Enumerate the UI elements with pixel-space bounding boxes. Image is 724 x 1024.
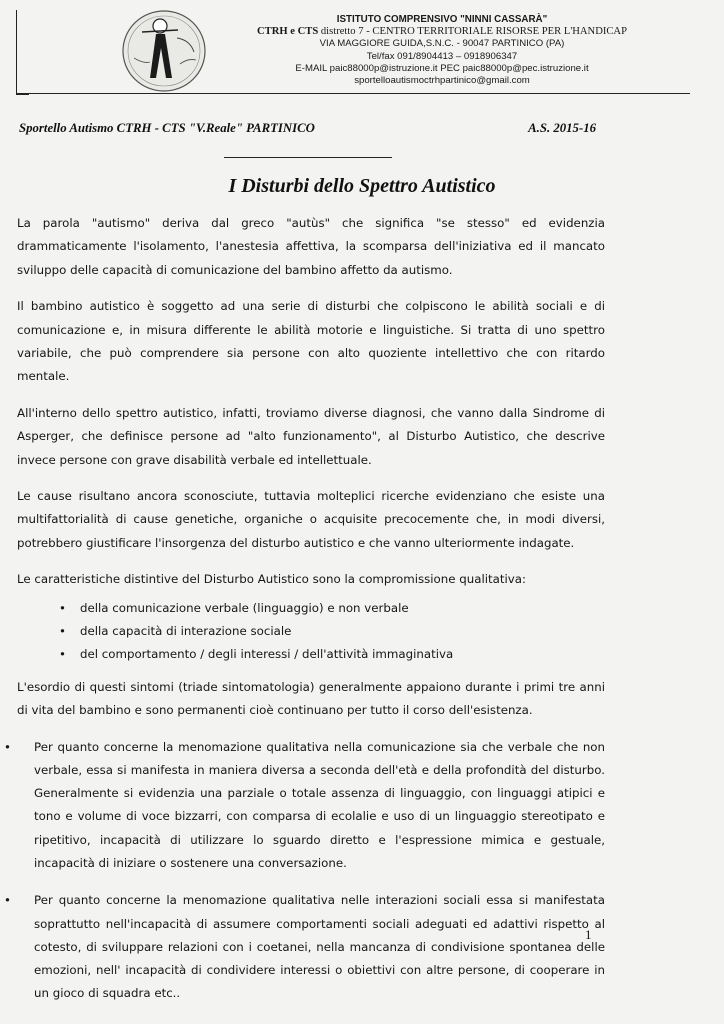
list-item-text: della comunicazione verbale (linguaggio) e non verbale bbox=[80, 600, 409, 615]
paragraph-onset: L'esordio di questi sintomi (triade sintomatologia) generalmente appaiono durante i primi tre anni di vita del bambino e sono permanenti cioè continuano per tutto il corso dell'esistenza. bbox=[17, 679, 605, 718]
list-item-text: del comportamento / degli interessi / dell'attività immaginativa bbox=[80, 646, 454, 661]
list-item-text: della capacità di interazione sociale bbox=[80, 623, 292, 638]
email-line: E-MAIL paic88000p@istruzione.it PEC paic88000p@pec.istruzione.it bbox=[295, 62, 589, 74]
header-frame bbox=[16, 10, 29, 95]
header-divider bbox=[16, 93, 690, 94]
ctrh-description: distretto 7 - CENTRO TERRITORIALE RISORSE PER L'HANDICAP bbox=[318, 26, 627, 38]
list-item bbox=[17, 643, 605, 666]
paragraph-characteristics: Le caratteristiche distintive del Disturbo Autistico sono la compromissione qualitativa: bbox=[17, 572, 526, 587]
school-emblem-icon bbox=[120, 8, 208, 94]
bullet-icon: • bbox=[59, 600, 66, 615]
detail-item-text: Per quanto concerne la menomazione qualitativa nelle interazioni sociali essa si manifestata soprattutto nell'incapacità di assumere comportamenti sociali adeguati ed adattivi rispetto al cotesto, di sviluppare relazioni con i coetanei, nella mancanza di condivisione spontanea delle emozioni, nell' incapacità di condividere interessi o obiettivi con altre persone, di cooperare in un gioco di squadra etc.. bbox=[34, 893, 605, 1001]
bullet-icon: • bbox=[59, 623, 66, 638]
ctrh-line bbox=[212, 26, 672, 38]
detail-item-communication bbox=[4, 736, 605, 876]
title-separator bbox=[224, 157, 392, 158]
document-title: I Disturbi dello Spettro Autistico bbox=[228, 175, 496, 197]
document-body bbox=[4, 212, 605, 1020]
phone-line: Tel/fax 091/8904413 – 0918906347 bbox=[366, 50, 518, 62]
characteristics-list bbox=[17, 597, 605, 666]
list-item bbox=[17, 597, 605, 620]
paragraph-causes: Le cause risultano ancora sconosciute, tuttavia molteplici ricerche evidenziano che esiste una multifattorialità di cause genetiche, organiche o acquisite precocemente che, in modi diversi, potrebbero giustificare l'insorgenza del disturbo autistico e che vanno ulteriormente indagate. bbox=[17, 489, 605, 550]
paragraph-diagnoses: All'interno dello spettro autistico, infatti, troviamo diverse diagnosi, che vanno dalla Sindrome di Asperger, che definisce persone ad "alto funzionamento", al Disturbo Autistico, che descrive invece persone con grave disabilità verbale ed intellettuale. bbox=[17, 405, 605, 467]
detail-item-text: Per quanto concerne la menomazione qualitativa nella comunicazione sia che verbale che non verbale, essa si manifesta in maniera diversa a seconda dell'età e della profondità del disturbo. Generalmente si evidenzia una parziale o totale assenza di linguaggio, con linguaggi atipici e tono e volume di voce bizzarri, con comparsa di ecolalie e uso di un linguaggio stereotipato e ripetitivo, incapacità di utilizzare lo sguardo diretto e l'espressione mimica e gestuale, incapacità di iniziare o sostenere una conversazione. bbox=[34, 739, 605, 870]
list-item bbox=[17, 620, 605, 643]
bullet-icon: • bbox=[59, 646, 66, 661]
institution-info bbox=[212, 14, 672, 87]
letterhead bbox=[16, 6, 690, 94]
paragraph-description: Il bambino autistico è soggetto ad una serie di disturbi che colpiscono le abilità sociali e di comunicazione e, in misura differente le abilità motorie e linguistiche. Si tratta di uno spettro variabile, che può comprendere sia persone con alto quoziente intellettivo che con ritardo mentale. bbox=[17, 299, 605, 384]
email-secondary-line: sportelloautismoctrhpartinico@gmail.com bbox=[354, 75, 530, 87]
bullet-icon: • bbox=[4, 893, 11, 908]
page-number: 1 bbox=[585, 927, 592, 942]
paragraph-etymology: La parola "autismo" deriva dal greco "autùs" che significa "se stesso" ed evidenzia drammaticamente l'isolamento, l'anestesia affettiva, la scomparsa dell'iniziativa ed il mancato sviluppo delle capacità di comunicazione del bambino affetto da autismo. bbox=[17, 216, 605, 277]
address-line: VIA MAGGIORE GUIDA,S.N.C. - 90047 PARTINICO (PA) bbox=[319, 38, 565, 50]
detail-item-social bbox=[4, 889, 605, 1005]
service-name: Sportello Autismo CTRH - CTS "V.Reale" PARTINICO bbox=[19, 121, 315, 135]
bullet-icon: • bbox=[4, 739, 11, 754]
school-year: A.S. 2015-16 bbox=[528, 121, 596, 135]
institute-name: ISTITUTO COMPRENSIVO "NINNI CASSARÀ" bbox=[336, 14, 548, 25]
ctrh-name: CTRH e CTS bbox=[257, 26, 319, 38]
